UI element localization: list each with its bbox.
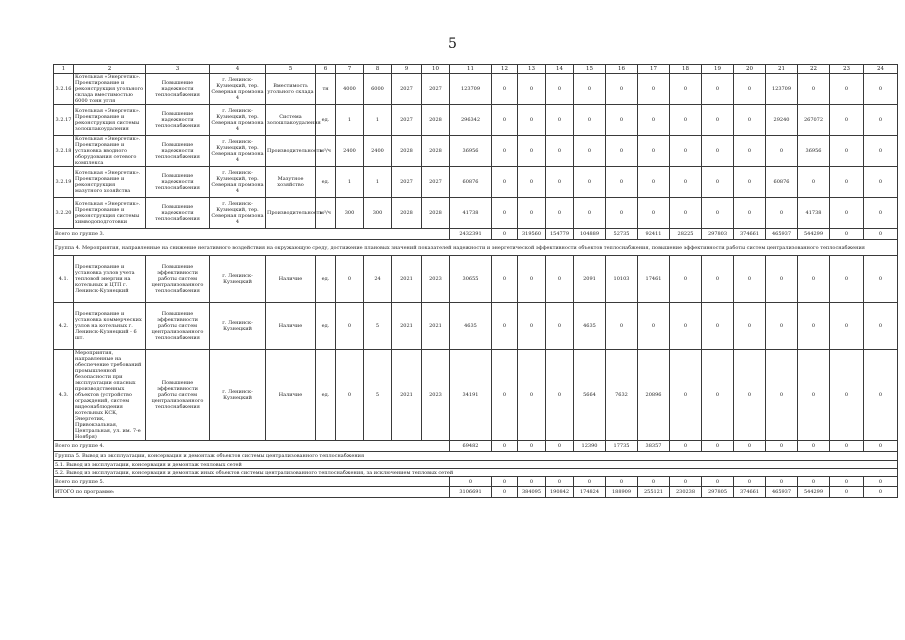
- table-cell: 0: [638, 74, 670, 105]
- column-number: 11: [450, 65, 492, 74]
- total-value: 0: [606, 477, 638, 487]
- table-cell: 0: [518, 198, 546, 229]
- table-cell: 0: [546, 350, 574, 441]
- table-cell: 2091: [574, 256, 606, 303]
- table-cell: 0: [830, 303, 864, 350]
- table-cell: 0: [638, 198, 670, 229]
- table-cell: 0: [798, 167, 830, 198]
- table-cell: 20896: [638, 350, 670, 441]
- table-cell: Повышение надежности теплоснабжения: [146, 105, 210, 136]
- table-cell: 0: [518, 105, 546, 136]
- total-value: 0: [492, 441, 518, 452]
- table-cell: 0: [864, 350, 898, 441]
- table-row: [54, 74, 898, 105]
- total-value: 38357: [638, 441, 670, 452]
- table-cell: ед.: [316, 167, 336, 198]
- table-cell: 2021: [392, 303, 422, 350]
- table-cell: Повышение эффективности работы систем централизованного теплоснабжения: [146, 256, 210, 303]
- table-cell: 0: [798, 303, 830, 350]
- table-cell: 0: [606, 105, 638, 136]
- program-total-row: [54, 487, 898, 498]
- table-cell: г. Ленинск-Кузнецкий, тер. Северная промзона 4: [210, 198, 266, 229]
- table-cell: 3.2.17: [54, 105, 74, 136]
- table-cell: г. Ленинск-Кузнецкий, тер. Северная промзона 4: [210, 74, 266, 105]
- table-cell: 2028: [422, 105, 450, 136]
- table-cell: 0: [518, 256, 546, 303]
- table-cell: 0: [670, 167, 702, 198]
- table-cell: г. Ленинск-Кузнецкий, тер. Северная промзона 4: [210, 167, 266, 198]
- table-cell: 0: [638, 303, 670, 350]
- table-cell: Котельная «Энергетик». Проектирование и реконструкция системы химводоподготовки: [74, 198, 146, 229]
- column-number: 3: [146, 65, 210, 74]
- table-cell: 4.1.: [54, 256, 74, 303]
- table-cell: 0: [492, 198, 518, 229]
- column-number: 23: [830, 65, 864, 74]
- table-cell: 0: [546, 136, 574, 167]
- group5-subheader-row: [54, 469, 898, 477]
- table-cell: 0: [864, 74, 898, 105]
- column-number: 21: [766, 65, 798, 74]
- total-value: 0: [702, 477, 734, 487]
- table-cell: 0: [702, 350, 734, 441]
- total-label: Всего по группе 3.: [54, 229, 450, 240]
- group4-total-row: [54, 441, 898, 452]
- total-value: 297805: [702, 487, 734, 498]
- total-value: 188909: [606, 487, 638, 498]
- total-value: 12390: [574, 441, 606, 452]
- table-cell: 2027: [392, 74, 422, 105]
- table-cell: 0: [734, 198, 766, 229]
- table-cell: 0: [638, 105, 670, 136]
- table-cell: 0: [864, 198, 898, 229]
- table-cell: 2028: [392, 136, 422, 167]
- total-value: 0: [798, 477, 830, 487]
- total-value: 28225: [670, 229, 702, 240]
- table-cell: 6000: [364, 74, 392, 105]
- table-cell: 0: [830, 136, 864, 167]
- table-cell: 0: [702, 105, 734, 136]
- table-cell: 0: [336, 350, 364, 441]
- table-cell: 0: [670, 105, 702, 136]
- table-cell: 17461: [638, 256, 670, 303]
- table-cell: 34191: [450, 350, 492, 441]
- table-cell: Наличие: [266, 303, 316, 350]
- table-cell: 0: [492, 74, 518, 105]
- table-cell: 2400: [336, 136, 364, 167]
- table-cell: Повышение эффективности работы систем централизованного теплоснабжения: [146, 350, 210, 441]
- total-value: 0: [702, 441, 734, 452]
- table-row: [54, 105, 898, 136]
- table-cell: 3.2.18: [54, 136, 74, 167]
- table-cell: 0: [766, 303, 798, 350]
- table-cell: 2027: [422, 74, 450, 105]
- table-cell: м³/ч: [316, 198, 336, 229]
- table-cell: 0: [574, 105, 606, 136]
- table-cell: 0: [702, 167, 734, 198]
- total-value: 69482: [450, 441, 492, 452]
- table-cell: 3.2.19: [54, 167, 74, 198]
- table-cell: Проектирование и установка узлов учета тепловой энергии на котельных и ЦТП г. Ленинск-Кузнецкий: [74, 256, 146, 303]
- table-cell: 0: [830, 167, 864, 198]
- table-cell: 24: [364, 256, 392, 303]
- table-row: [54, 350, 898, 441]
- table-cell: 300: [336, 198, 364, 229]
- table-cell: тн: [316, 74, 336, 105]
- column-number: 4: [210, 65, 266, 74]
- total-value: 0: [864, 229, 898, 240]
- table-cell: 1: [336, 105, 364, 136]
- total-value: 0: [574, 477, 606, 487]
- total-value: 384095: [518, 487, 546, 498]
- group5-header: Группа 5. Вывод из эксплуатации, консервация и демонтаж объектов системы централизованного теплоснабжения: [54, 452, 898, 461]
- table-cell: 296342: [450, 105, 492, 136]
- column-number: 7: [336, 65, 364, 74]
- table-cell: 0: [606, 167, 638, 198]
- table-cell: 3.2.20: [54, 198, 74, 229]
- table-cell: 0: [492, 105, 518, 136]
- table-cell: ед.: [316, 303, 336, 350]
- table-cell: ед.: [316, 350, 336, 441]
- table-cell: 0: [830, 74, 864, 105]
- table-cell: ед.: [316, 105, 336, 136]
- table-cell: 0: [574, 198, 606, 229]
- table-cell: 0: [670, 303, 702, 350]
- group5-subheader-row: [54, 461, 898, 469]
- column-number: 13: [518, 65, 546, 74]
- table-cell: 36956: [798, 136, 830, 167]
- table-cell: 0: [702, 74, 734, 105]
- table-cell: Повышение надежности теплоснабжения: [146, 167, 210, 198]
- table-cell: 0: [830, 350, 864, 441]
- total-value: 0: [518, 441, 546, 452]
- total-value: 0: [492, 477, 518, 487]
- total-value: 2432391: [450, 229, 492, 240]
- table-cell: 0: [864, 105, 898, 136]
- table-cell: 2021: [422, 303, 450, 350]
- table-cell: 2021: [392, 350, 422, 441]
- table-cell: 0: [670, 136, 702, 167]
- table-cell: 5664: [574, 350, 606, 441]
- table-cell: 0: [702, 198, 734, 229]
- group4-header: Группа 4. Мероприятия, направленные на снижение негативного воздействия на окружающую среду, достижение плановых значений показателей надежности и энергетической эффективности объектов теплоснабжения, повышение эффективности работы систем централизованного теплоснабжения: [54, 240, 898, 256]
- total-value: 0: [830, 441, 864, 452]
- table-cell: 2021: [392, 256, 422, 303]
- table-cell: 41738: [798, 198, 830, 229]
- column-number: 5: [266, 65, 316, 74]
- column-number: 22: [798, 65, 830, 74]
- table-cell: Проектирование и установка коммерческих узлов на котельных г. Ленинск-Кузнецкий - 6 шт.: [74, 303, 146, 350]
- table-cell: 0: [702, 256, 734, 303]
- table-cell: Производительность: [266, 198, 316, 229]
- table-cell: 7632: [606, 350, 638, 441]
- table-cell: 300: [364, 198, 392, 229]
- table-cell: 0: [830, 256, 864, 303]
- table-cell: 0: [864, 303, 898, 350]
- table-cell: 0: [336, 303, 364, 350]
- total-value: 0: [864, 487, 898, 498]
- program-table: [53, 64, 898, 498]
- table-cell: 0: [638, 167, 670, 198]
- table-cell: Мероприятия, направленные на обеспечение требований промышленной безопасности при эксплуатации опасных производственных объектов (устройство ограждений, систем видеонаблюдения котельных КСК, Энергетик, Привокзальная, Центральная, ул. им. 7-е Ноября): [74, 350, 146, 441]
- table-row: [54, 256, 898, 303]
- table-cell: 0: [766, 136, 798, 167]
- column-number: 14: [546, 65, 574, 74]
- table-cell: 0: [606, 74, 638, 105]
- total-value: 319560: [518, 229, 546, 240]
- table-cell: 0: [492, 136, 518, 167]
- column-number: 12: [492, 65, 518, 74]
- total-value: 104889: [574, 229, 606, 240]
- table-cell: Наличие: [266, 350, 316, 441]
- table-cell: 2027: [392, 105, 422, 136]
- table-cell: ед.: [316, 256, 336, 303]
- table-cell: 0: [670, 256, 702, 303]
- table-cell: Котельная «Энергетик». Проектирование и реконструкция угольного склада вместимостью 6000 тонн угля: [74, 74, 146, 105]
- table-cell: 2400: [364, 136, 392, 167]
- table-cell: Вместимость угольного склада: [266, 74, 316, 105]
- table-cell: 0: [574, 136, 606, 167]
- table-cell: 123709: [450, 74, 492, 105]
- table-cell: 267072: [798, 105, 830, 136]
- total-value: 0: [734, 477, 766, 487]
- total-value: 190842: [546, 487, 574, 498]
- table-cell: 123709: [766, 74, 798, 105]
- total-value: 0: [798, 441, 830, 452]
- table-cell: 0: [518, 74, 546, 105]
- table-cell: 0: [798, 256, 830, 303]
- table-cell: 2027: [422, 167, 450, 198]
- table-cell: 0: [492, 256, 518, 303]
- column-number: 1: [54, 65, 74, 74]
- total-value: 0: [670, 441, 702, 452]
- group4-header-row: [54, 240, 898, 256]
- table-cell: 0: [734, 136, 766, 167]
- table-cell: 0: [734, 350, 766, 441]
- column-number: 6: [316, 65, 336, 74]
- total-value: 0: [766, 477, 798, 487]
- table-row: [54, 198, 898, 229]
- total-value: 465937: [766, 229, 798, 240]
- table-cell: 0: [574, 167, 606, 198]
- column-number: 24: [864, 65, 898, 74]
- table-cell: 0: [492, 350, 518, 441]
- table-cell: 1: [364, 105, 392, 136]
- total-value: 544299: [798, 229, 830, 240]
- table-cell: 0: [492, 167, 518, 198]
- total-value: 0: [830, 229, 864, 240]
- table-cell: 0: [546, 74, 574, 105]
- table-cell: 4635: [450, 303, 492, 350]
- table-cell: Система золошлакоудаления: [266, 105, 316, 136]
- table-row: [54, 136, 898, 167]
- table-cell: 0: [574, 74, 606, 105]
- total-value: 297803: [702, 229, 734, 240]
- table-cell: 4000: [336, 74, 364, 105]
- table-cell: 1: [336, 167, 364, 198]
- table-cell: 4.2.: [54, 303, 74, 350]
- table-cell: 36956: [450, 136, 492, 167]
- table-cell: 5: [364, 350, 392, 441]
- table-cell: Производительность: [266, 136, 316, 167]
- table-cell: 2028: [392, 198, 422, 229]
- table-cell: 0: [766, 198, 798, 229]
- total-value: 0: [830, 487, 864, 498]
- column-number: 8: [364, 65, 392, 74]
- group5-total-row: [54, 477, 898, 487]
- total-value: 0: [766, 441, 798, 452]
- table-cell: 0: [518, 136, 546, 167]
- table-cell: м³/ч: [316, 136, 336, 167]
- table-cell: 0: [670, 350, 702, 441]
- table-cell: 2023: [422, 256, 450, 303]
- table-cell: 0: [734, 105, 766, 136]
- table-cell: 0: [606, 198, 638, 229]
- group3-total-row: [54, 229, 898, 240]
- column-number: 16: [606, 65, 638, 74]
- total-value: 255121: [638, 487, 670, 498]
- group5-subheader-1: 5.1. Вывод из эксплуатации, консервация и демонтаж тепловых сетей: [54, 461, 898, 469]
- table-cell: 29240: [766, 105, 798, 136]
- column-number-row: [54, 65, 898, 74]
- table-cell: 4.3.: [54, 350, 74, 441]
- table-cell: 0: [798, 350, 830, 441]
- table-cell: 0: [546, 303, 574, 350]
- total-label: Всего по группе 4.: [54, 441, 450, 452]
- total-value: 174824: [574, 487, 606, 498]
- table-cell: 0: [546, 256, 574, 303]
- total-value: 0: [864, 477, 898, 487]
- table-cell: 0: [638, 136, 670, 167]
- table-cell: 0: [492, 303, 518, 350]
- total-value: 230238: [670, 487, 702, 498]
- table-cell: 0: [766, 256, 798, 303]
- table-cell: 0: [702, 303, 734, 350]
- total-value: 154779: [546, 229, 574, 240]
- table-cell: 2023: [422, 350, 450, 441]
- table-cell: г. Ленинск-Кузнецкий: [210, 303, 266, 350]
- total-value: 3106691: [450, 487, 492, 498]
- table-cell: 2028: [422, 136, 450, 167]
- table-cell: г. Ленинск-Кузнецкий: [210, 256, 266, 303]
- total-value: 544299: [798, 487, 830, 498]
- table-cell: Мазутное хозяйство: [266, 167, 316, 198]
- column-number: 20: [734, 65, 766, 74]
- table-cell: 60876: [450, 167, 492, 198]
- table-cell: 0: [336, 256, 364, 303]
- table-cell: 0: [518, 303, 546, 350]
- page-number: 5: [448, 36, 457, 52]
- table-cell: 0: [734, 167, 766, 198]
- total-value: 0: [864, 441, 898, 452]
- table-cell: 0: [864, 136, 898, 167]
- table-row: [54, 167, 898, 198]
- table-cell: Котельная «Энергетик». Проектирование и установка вводного оборудования сетевого комплекса: [74, 136, 146, 167]
- total-value: 0: [670, 477, 702, 487]
- total-value: 0: [492, 229, 518, 240]
- table-cell: 0: [734, 74, 766, 105]
- table-cell: 4635: [574, 303, 606, 350]
- column-number: 9: [392, 65, 422, 74]
- table-cell: 2028: [422, 198, 450, 229]
- table-cell: 0: [546, 105, 574, 136]
- total-value: 92411: [638, 229, 670, 240]
- table-cell: 0: [702, 136, 734, 167]
- table-cell: 5: [364, 303, 392, 350]
- column-number: 10: [422, 65, 450, 74]
- table-cell: Котельная «Энергетик». Проектирование и реконструкция системы золошлакоудаления: [74, 105, 146, 136]
- total-value: 0: [638, 477, 670, 487]
- total-value: 0: [734, 441, 766, 452]
- total-value: 0: [518, 477, 546, 487]
- table-cell: 0: [670, 198, 702, 229]
- table-cell: г. Ленинск-Кузнецкий: [210, 350, 266, 441]
- total-value: 374661: [734, 487, 766, 498]
- total-value: 0: [492, 487, 518, 498]
- table-cell: 3.2.16: [54, 74, 74, 105]
- table-cell: Повышение надежности теплоснабжения: [146, 136, 210, 167]
- total-label: Всего по группе 5.: [54, 477, 450, 487]
- table-cell: 60876: [766, 167, 798, 198]
- table-cell: 0: [830, 198, 864, 229]
- table-cell: г. Ленинск-Кузнецкий, тер. Северная промзона 4: [210, 105, 266, 136]
- group5-header-row: [54, 452, 898, 461]
- table-cell: 0: [798, 74, 830, 105]
- table-cell: Повышение надежности теплоснабжения: [146, 198, 210, 229]
- table-cell: 2027: [392, 167, 422, 198]
- table-cell: Котельная «Энергетик». Проектирование и реконструкция мазутного хозяйства: [74, 167, 146, 198]
- total-value: 0: [546, 441, 574, 452]
- total-value: 0: [546, 477, 574, 487]
- table-cell: 0: [734, 303, 766, 350]
- total-value: 465937: [766, 487, 798, 498]
- table-cell: 0: [546, 198, 574, 229]
- column-number: 2: [74, 65, 146, 74]
- table-cell: 0: [518, 167, 546, 198]
- table-cell: 0: [734, 256, 766, 303]
- table-cell: 0: [606, 136, 638, 167]
- table-cell: 0: [864, 167, 898, 198]
- column-number: 19: [702, 65, 734, 74]
- total-value: 374661: [734, 229, 766, 240]
- column-number: 17: [638, 65, 670, 74]
- column-number: 15: [574, 65, 606, 74]
- table-cell: 0: [864, 256, 898, 303]
- column-number: 18: [670, 65, 702, 74]
- table-cell: 41738: [450, 198, 492, 229]
- total-value: 0: [830, 477, 864, 487]
- table-cell: 0: [546, 167, 574, 198]
- table-cell: 0: [518, 350, 546, 441]
- table-cell: 0: [830, 105, 864, 136]
- table-cell: Повышение эффективности работы систем централизованного теплоснабжения: [146, 303, 210, 350]
- table-cell: Наличие: [266, 256, 316, 303]
- table-cell: 0: [606, 303, 638, 350]
- table-cell: 1: [364, 167, 392, 198]
- total-value: 52735: [606, 229, 638, 240]
- total-value: 17735: [606, 441, 638, 452]
- table-cell: 10103: [606, 256, 638, 303]
- total-label: ИТОГО по программе:: [54, 487, 450, 498]
- table-cell: 0: [766, 350, 798, 441]
- table-cell: Повышение надежности теплоснабжения: [146, 74, 210, 105]
- total-value: 0: [450, 477, 492, 487]
- table-row: [54, 303, 898, 350]
- table-cell: 30655: [450, 256, 492, 303]
- group5-subheader-2: 5.2. Вывод из эксплуатации, консервация и демонтаж иных объектов системы централизованного теплоснабжения, за исключением тепловых сетей: [54, 469, 898, 477]
- table-cell: г. Ленинск-Кузнецкий, тер. Северная промзона 4: [210, 136, 266, 167]
- table-cell: 0: [670, 74, 702, 105]
